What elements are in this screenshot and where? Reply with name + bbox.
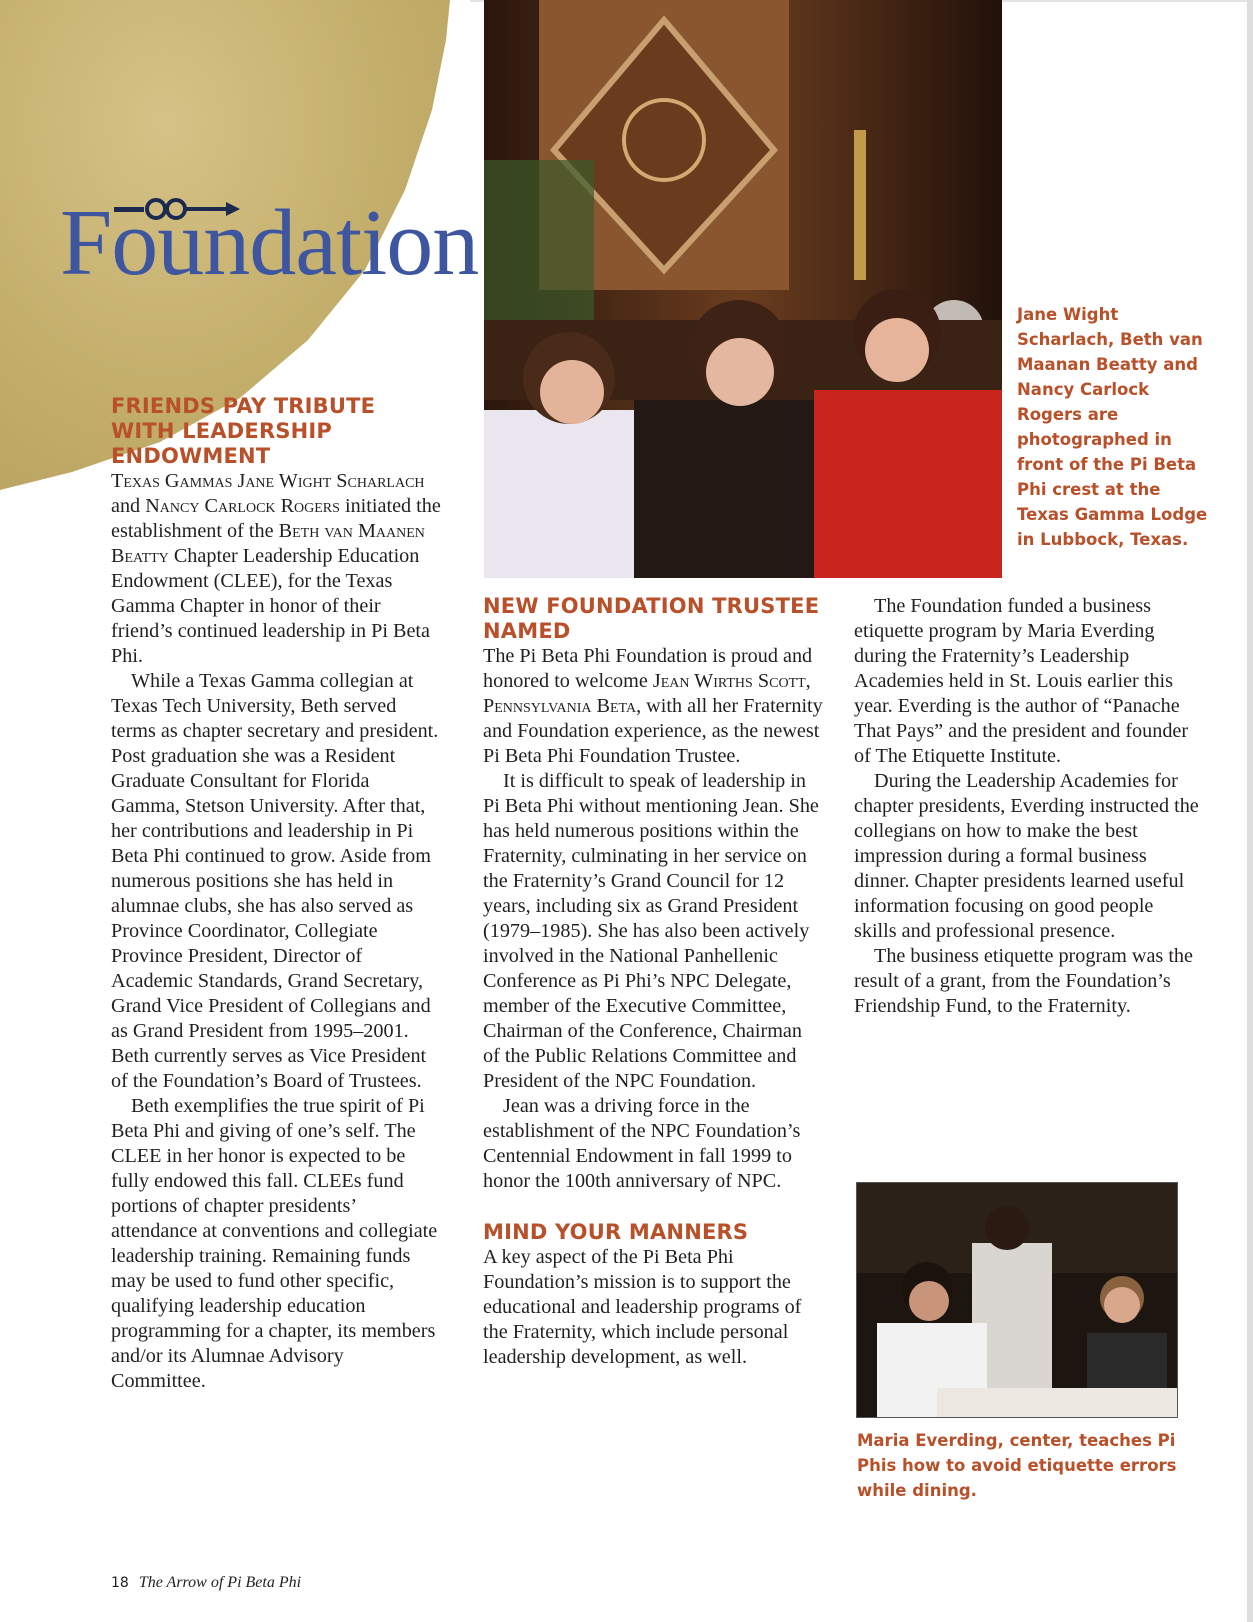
article-lead-paragraph	[111, 469, 441, 669]
etiquette-dinner-photo	[856, 1182, 1178, 1418]
page-number: 18	[111, 1575, 129, 1591]
article-paragraph: During the Leadership Academies for chapter presidents, Everding instructed the collegians on how to make the best impression during a formal business dinner. Chapter presidents learned useful information focusing on good people skills and professional presence.	[854, 770, 1199, 942]
lead-text: and	[111, 495, 141, 517]
article-paragraph: Beth exemplifies the true spirit of Pi Beta Phi and giving of one’s self. The CLEE in her honor is expected to be fully endowed this fall. CLEEs fund portions of chapter presidents’ attendance at conventions and collegiate leadership training. Remaining funds may be used to fund other specific, qualifying leadership education programming for a chapter, its members and/or its Alumnae Advisory Committee.	[111, 1095, 438, 1392]
article-heading: FRIENDS PAY TRIBUTE WITH LEADERSHIP ENDOWMENT	[111, 394, 376, 468]
article-paragraph: While a Texas Gamma collegian at Texas Tech University, Beth served terms as chapter secretary and president. Post graduation she was a Resident Graduate Consultant for Florida Gamma, Stetson University. After that, her contributions and leadership in Pi Beta Phi continued to grow. Aside from numerous positions she has held in alumnae clubs, she has also served as Province Coordinator, Collegiate Province President, Director of Academic Standards, Grand Secretary, Grand Vice President of Collegians and as Grand President from 1995–2001. Beth currently serves as Vice President of the Foundation’s Board of Trustees.	[111, 670, 439, 1092]
article-new-trustee	[483, 594, 823, 1370]
page-right-edge	[1247, 0, 1253, 1622]
article-mind-your-manners-continued	[854, 594, 1199, 1019]
lead-text: The Pi Beta Phi Foundation is proud and honored to welcome	[483, 645, 813, 692]
bottom-photo-caption: Maria Everding, center, teaches Pi Phis how to avoid etiquette errors while dining.	[857, 1431, 1177, 1500]
page-title: Foundation	[60, 191, 479, 295]
article-paragraph: The business etiquette program was the result of a grant, from the Foundation’s Friendship Fund, to the Fraternity.	[854, 945, 1193, 1017]
names-smallcaps: Beth van Maanen Beatty	[111, 520, 425, 567]
publication-name: The Arrow of Pi Beta Phi	[138, 1574, 302, 1591]
names-smallcaps: Jean Wirths Scott, Pennsylvania Beta	[483, 670, 811, 717]
names-smallcaps: Nancy Carlock Rogers	[145, 495, 340, 517]
article-friends-pay-tribute	[111, 394, 441, 1394]
names-smallcaps: Texas Gammas Jane Wight Scharlach	[111, 470, 425, 492]
crest-group-photo	[484, 0, 1002, 578]
lead-text: , with all her Fraternity and Foundation experience, as the newest Pi Beta Phi Foundation Trustee.	[483, 695, 823, 767]
article-paragraph: It is difficult to speak of leadership in Pi Beta Phi without mentioning Jean. She has held numerous positions within the Fraternity, culminating in her service on the Fraternity’s Grand Council for 12 years, including six as Grand President (1979–1985). She has also been actively involved in the National Panhellenic Conference as Pi Phi’s NPC Delegate, member of the Executive Committee, Chairman of the Conference, Chairman of the Public Relations Committee and President of the NPC Foundation.	[483, 770, 819, 1092]
article-paragraph: A key aspect of the Pi Beta Phi Foundation’s mission is to support the educational and leadership programs of the Fraternity, which include personal leadership development, as well.	[483, 1246, 802, 1368]
article-paragraph: The Foundation funded a business etiquette program by Maria Everding during the Fraternity’s Leadership Academies held in St. Louis earlier this year. Everding is the author of “Panache That Pays” and the president and founder of The Etiquette Institute.	[854, 595, 1189, 767]
page-footer	[111, 1574, 301, 1592]
article-lead-paragraph	[483, 644, 823, 769]
article-heading: NEW FOUNDATION TRUSTEE NAMED	[483, 594, 820, 643]
lead-text: initiated the establishment of the	[111, 495, 441, 542]
top-photo-caption: Jane Wight Scharlach, Beth van Maanan Beatty and Nancy Carlock Rogers are photographed in front of the Pi Beta Phi crest at the Texas Gamma Lodge in Lubbock, Texas.	[1017, 305, 1208, 549]
lead-text: Chapter Leadership Education Endowment (CLEE), for the Texas Gamma Chapter in honor of their friend’s continued leadership in Pi Beta Phi.	[111, 545, 430, 667]
article-heading-mind-your-manners: MIND YOUR MANNERS	[483, 1220, 749, 1244]
article-paragraph: Jean was a driving force in the establishment of the NPC Foundation’s Centennial Endowment in fall 1999 to honor the 100th anniversary of NPC.	[483, 1095, 801, 1192]
